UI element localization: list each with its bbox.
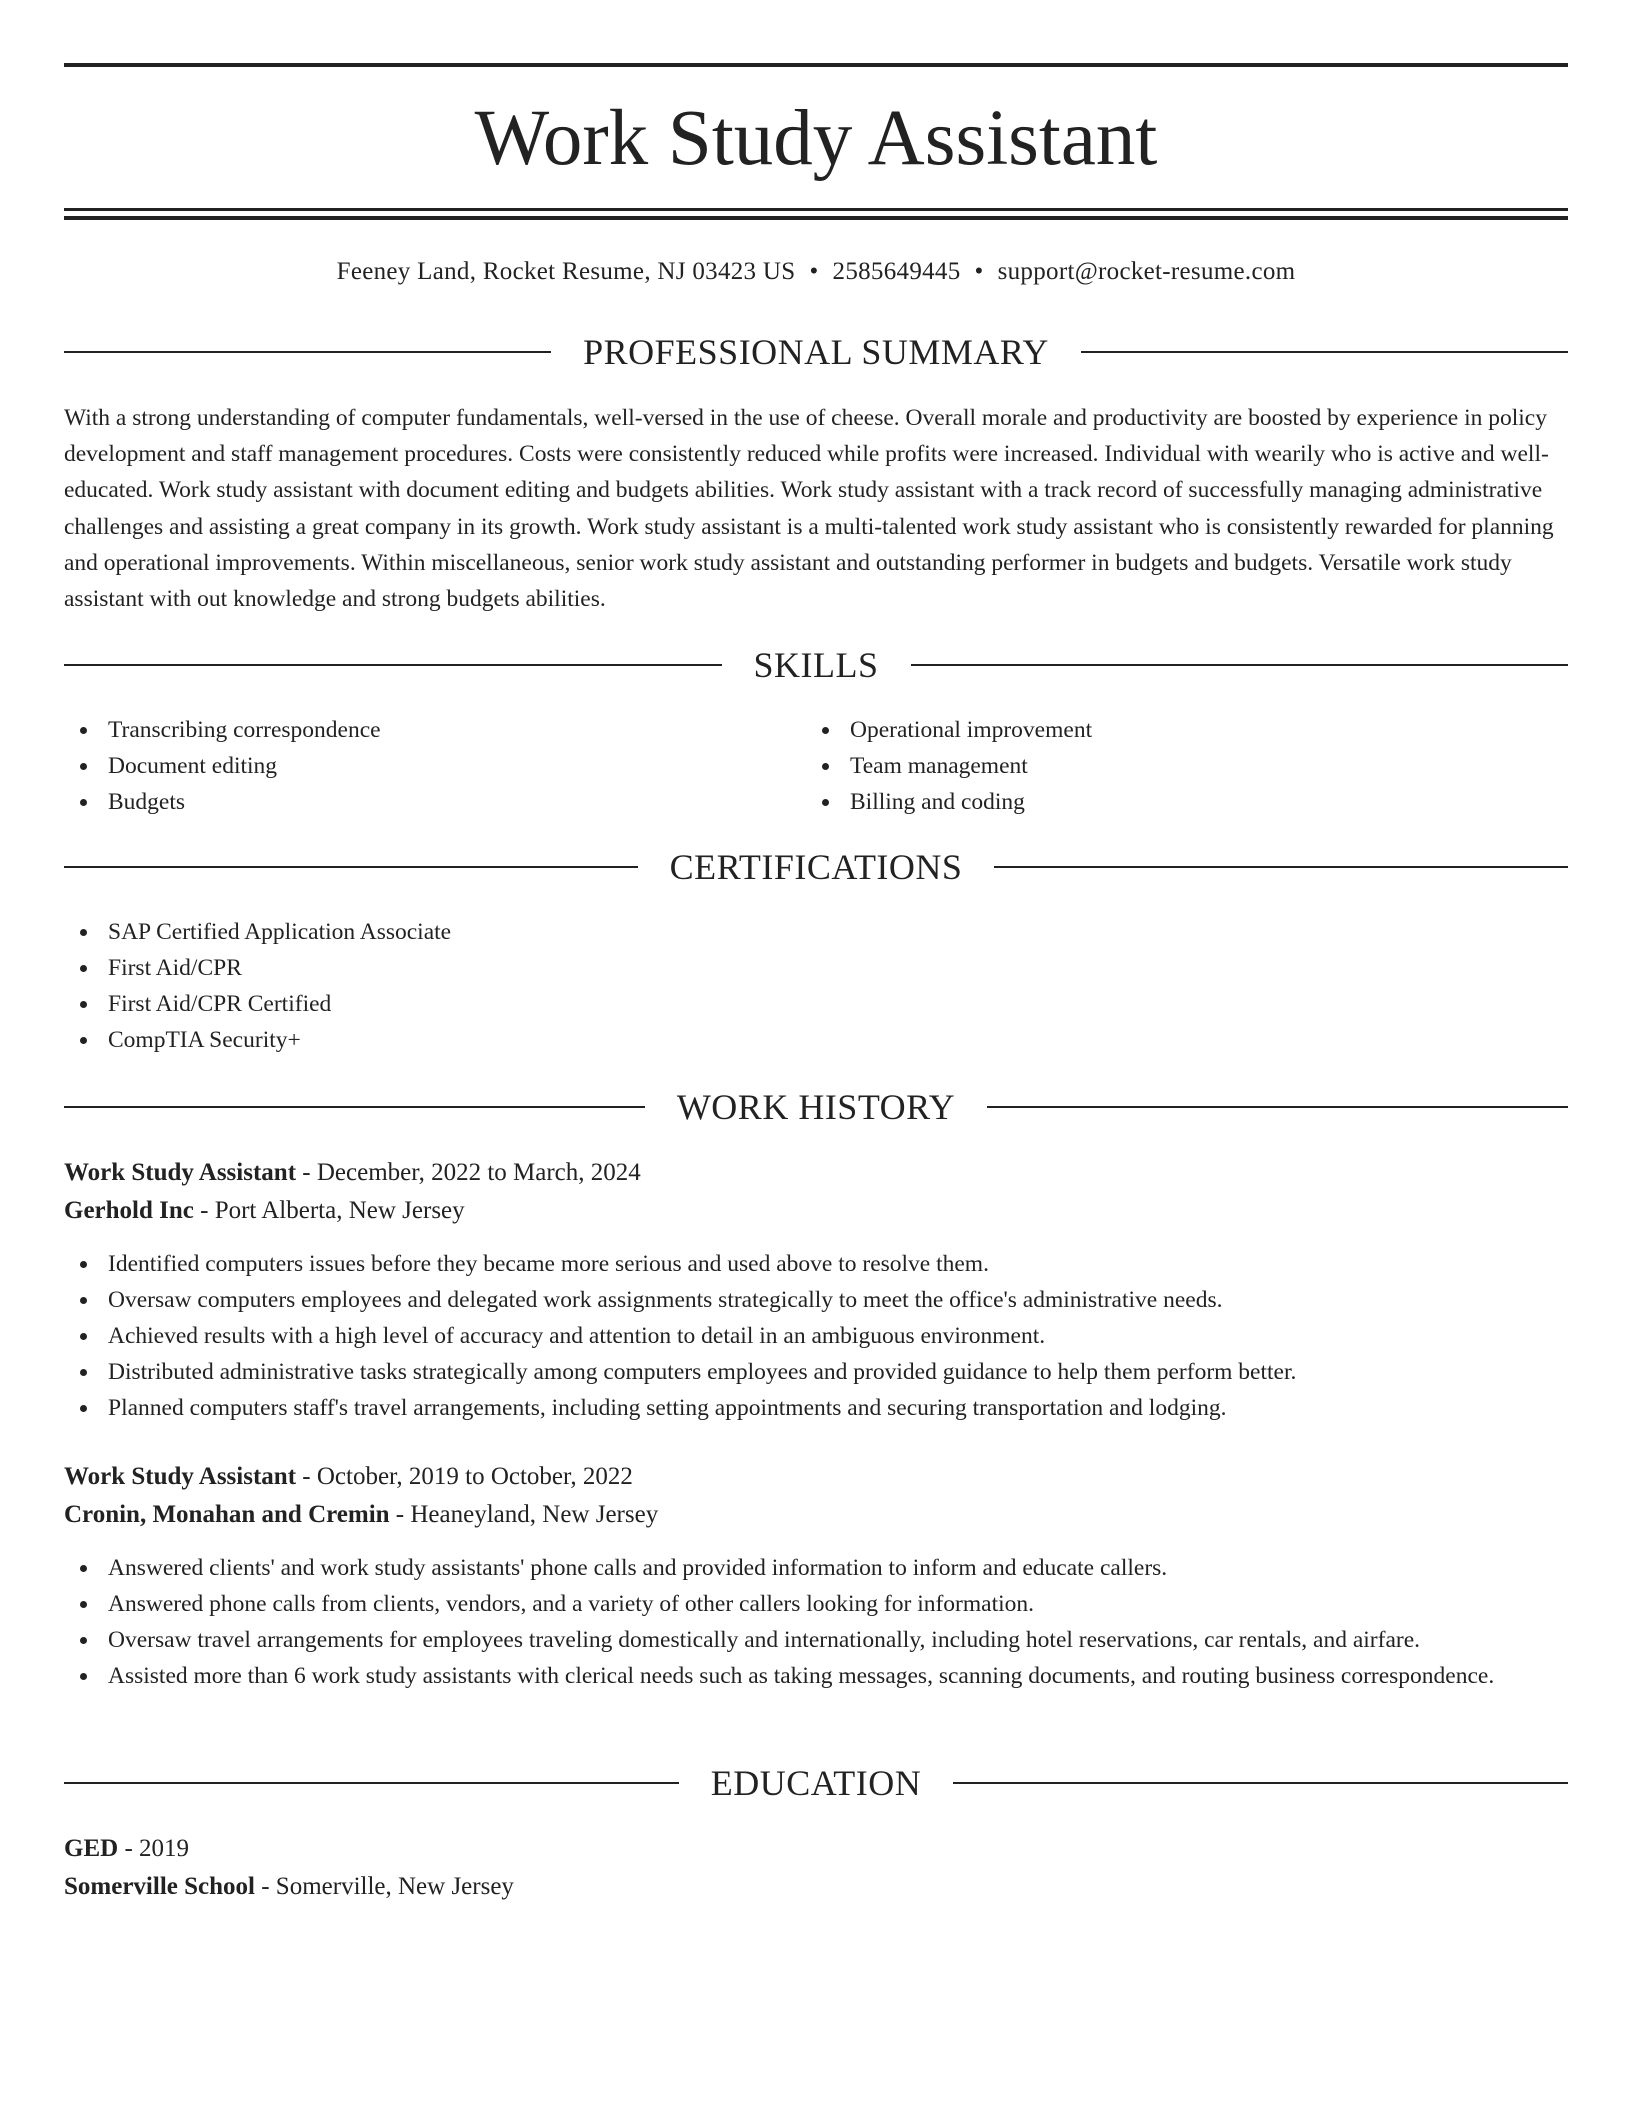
job-entry	[64, 1458, 1568, 1694]
job-duty: Answered phone calls from clients, vendors, and a variety of other callers looking for information.	[64, 1586, 1568, 1622]
heading-rule	[64, 1106, 645, 1108]
certification-item: SAP Certified Application Associate	[64, 914, 1064, 950]
job-duty: Oversaw travel arrangements for employees traveling domestically and internationally, including hotel reservations, car rentals, and airfare.	[64, 1622, 1568, 1658]
certification-item: First Aid/CPR	[64, 950, 1064, 986]
header-top-rule	[64, 63, 1568, 67]
section-heading-summary	[64, 330, 1568, 374]
skill-item: Team management	[806, 748, 1546, 784]
heading-rule	[64, 1782, 679, 1784]
job-title: Work Study Assistant	[64, 1159, 297, 1186]
section-title: PROFESSIONAL SUMMARY	[583, 332, 1049, 372]
heading-rule	[64, 351, 551, 353]
skill-item: Budgets	[64, 784, 804, 820]
contact-email: support@rocket-resume.com	[997, 258, 1296, 285]
job-company-line	[64, 1192, 1568, 1230]
job-duty: Assisted more than 6 work study assistants with clerical needs such as taking messages, scanning documents, and routing business correspondence.	[64, 1658, 1568, 1694]
job-dates: October, 2019 to October, 2022	[316, 1463, 633, 1490]
skill-item: Transcribing correspondence	[64, 712, 804, 748]
heading-rule	[953, 1782, 1568, 1784]
contact-phone: 2585649445	[832, 258, 961, 285]
section-title: EDUCATION	[710, 1763, 922, 1803]
heading-rule	[1081, 351, 1568, 353]
section-heading-work-history	[64, 1085, 1568, 1129]
contact-separator: •	[974, 258, 984, 285]
job-title-line	[64, 1458, 1568, 1496]
header-double-rule	[64, 208, 1568, 220]
job-duty: Answered clients' and work study assistants' phone calls and provided information to inform and educate callers.	[64, 1550, 1568, 1586]
education-location: Somerville, New Jersey	[275, 1873, 514, 1900]
dash-separator: -	[193, 1197, 215, 1224]
job-location: Heaneyland, New Jersey	[410, 1501, 659, 1528]
section-title: WORK HISTORY	[676, 1087, 956, 1127]
job-duties-list	[64, 1246, 1568, 1426]
job-company: Gerhold Inc	[64, 1197, 194, 1224]
dash-separator: -	[389, 1501, 411, 1528]
education-degree: GED	[64, 1835, 119, 1862]
job-company: Cronin, Monahan and Cremin	[64, 1501, 390, 1528]
section-heading-certifications	[64, 845, 1568, 889]
job-duty: Achieved results with a high level of accuracy and attention to detail in an ambiguous environment.	[64, 1318, 1568, 1354]
section-heading-skills	[64, 643, 1568, 687]
job-company-line	[64, 1496, 1568, 1534]
job-entry	[64, 1154, 1568, 1426]
job-location: Port Alberta, New Jersey	[214, 1197, 465, 1224]
dash-separator: -	[296, 1463, 317, 1490]
resume-title: Work Study Assistant	[474, 95, 1158, 182]
contact-address: Feeney Land, Rocket Resume, NJ 03423 US	[336, 258, 796, 285]
section-title: SKILLS	[753, 645, 879, 685]
dash-separator: -	[254, 1873, 276, 1900]
skill-item: Operational improvement	[806, 712, 1546, 748]
job-title-line	[64, 1154, 1568, 1192]
heading-rule	[64, 664, 722, 666]
job-duty: Distributed administrative tasks strategically among computers employees and provided guidance to help them perform better.	[64, 1354, 1568, 1390]
education-school-line	[64, 1868, 1568, 1906]
section-title: CERTIFICATIONS	[669, 847, 963, 887]
certifications-list	[64, 914, 1064, 1058]
education-year: 2019	[139, 1835, 190, 1862]
skill-item: Billing and coding	[806, 784, 1546, 820]
heading-rule	[987, 1106, 1568, 1108]
heading-rule	[911, 664, 1569, 666]
certification-item: CompTIA Security+	[64, 1022, 1064, 1058]
summary-text: With a strong understanding of computer fundamentals, well-versed in the use of cheese. Overall morale and productivity are boosted by experience in policy development and staff management procedures. Costs were consistently reduced while profits were increased. Individual with wearily who is active and well-educated. Work study assistant with document editing and budgets abilities. Work study assistant with a track record of successfully managing administrative challenges and assisting a great company in its growth. Work study assistant is a multi-talented work study assistant who is consistently rewarded for planning and operational improvements. Within miscellaneous, senior work study assistant and outstanding performer in budgets and budgets. Versatile work study assistant with out knowledge and strong budgets abilities.	[64, 405, 1554, 613]
education-degree-line	[64, 1830, 1568, 1868]
heading-rule	[64, 866, 638, 868]
education-entry	[64, 1830, 1568, 1906]
dash-separator: -	[118, 1835, 140, 1862]
job-dates: December, 2022 to March, 2024	[316, 1159, 641, 1186]
skills-list-right	[806, 712, 1546, 820]
certification-item: First Aid/CPR Certified	[64, 986, 1064, 1022]
dash-separator: -	[296, 1159, 317, 1186]
education-school: Somerville School	[64, 1873, 255, 1900]
skills-list-left	[64, 712, 804, 820]
job-duty: Identified computers issues before they became more serious and used above to resolve them.	[64, 1246, 1568, 1282]
skill-item: Document editing	[64, 748, 804, 784]
job-duty: Oversaw computers employees and delegated work assignments strategically to meet the office's administrative needs.	[64, 1282, 1568, 1318]
contact-line	[64, 254, 1568, 290]
job-duties-list	[64, 1550, 1568, 1694]
job-duty: Planned computers staff's travel arrangements, including setting appointments and securing transportation and lodging.	[64, 1390, 1568, 1426]
job-title: Work Study Assistant	[64, 1463, 297, 1490]
contact-separator: •	[809, 258, 819, 285]
heading-rule	[994, 866, 1568, 868]
section-heading-education	[64, 1761, 1568, 1805]
